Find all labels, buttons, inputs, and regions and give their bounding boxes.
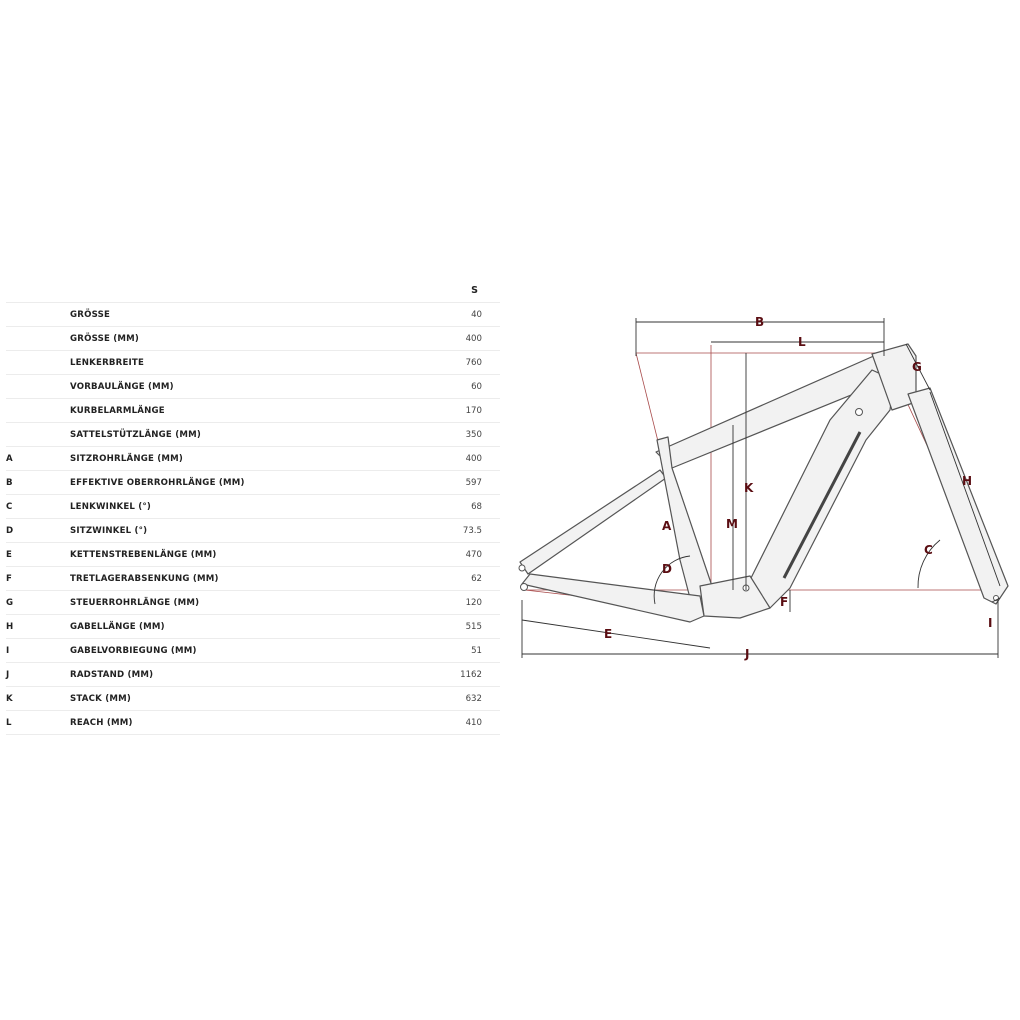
label-g: G	[912, 360, 922, 374]
table-row	[6, 687, 500, 711]
table-body	[6, 303, 500, 735]
table-row	[6, 495, 500, 519]
seat-stay	[520, 470, 666, 574]
dim-h	[930, 392, 1000, 586]
row-code: B	[6, 478, 13, 488]
dim-e	[522, 620, 710, 648]
row-value: 632	[465, 694, 482, 704]
row-code: C	[6, 502, 13, 512]
row-label: SATTELSTÜTZLÄNGE (MM)	[70, 430, 201, 440]
row-value: 470	[465, 550, 482, 560]
bike-frame	[520, 344, 1008, 622]
table-row	[6, 447, 500, 471]
table-row	[6, 663, 500, 687]
row-label: LENKERBREITE	[70, 358, 145, 368]
row-label: LENKWINKEL (°)	[70, 502, 152, 512]
row-value: 60	[471, 382, 482, 392]
row-label: TRETLAGERABSENKUNG (MM)	[70, 574, 219, 584]
row-value: 68	[471, 502, 482, 512]
row-value: 62	[471, 574, 482, 584]
row-code: F	[6, 574, 12, 584]
table-row	[6, 639, 500, 663]
row-label: GRÖSSE	[70, 310, 111, 320]
frame-geometry-diagram	[500, 300, 1020, 680]
row-code: I	[6, 646, 10, 656]
table-row	[6, 399, 500, 423]
table-row	[6, 711, 500, 735]
row-value: 760	[465, 358, 482, 368]
row-label: GABELVORBIEGUNG (MM)	[70, 646, 197, 656]
table-row	[6, 303, 500, 327]
table-row	[6, 615, 500, 639]
row-value: 51	[471, 646, 482, 656]
row-label: KETTENSTREBENLÄNGE (MM)	[70, 550, 217, 560]
row-value: 73.5	[462, 526, 482, 536]
row-code: G	[6, 598, 14, 608]
geometry-table	[6, 280, 500, 735]
row-code: K	[6, 694, 13, 704]
table-row	[6, 327, 500, 351]
label-k: K	[744, 481, 754, 495]
table-row	[6, 567, 500, 591]
chain-stay	[522, 574, 704, 622]
label-e: E	[604, 627, 613, 641]
row-label: STACK (MM)	[70, 694, 131, 704]
row-label: SITZROHRLÄNGE (MM)	[70, 454, 184, 464]
row-value: 40	[471, 310, 482, 320]
label-l: L	[798, 335, 806, 349]
label-i: I	[988, 616, 993, 630]
label-a: A	[662, 519, 672, 533]
label-f: F	[780, 595, 789, 609]
row-value: 400	[465, 454, 482, 464]
downtube-bolt	[856, 409, 863, 416]
row-value: 597	[465, 478, 482, 488]
fork	[908, 388, 1008, 604]
label-d: D	[662, 562, 672, 576]
row-code: D	[6, 526, 14, 536]
row-code: A	[6, 454, 13, 464]
row-label: REACH (MM)	[70, 718, 133, 728]
row-label: VORBAULÄNGE (MM)	[70, 382, 174, 392]
row-value: 120	[465, 598, 482, 608]
row-value: 1162	[460, 670, 482, 680]
row-code: J	[6, 670, 10, 680]
row-code: L	[6, 718, 12, 728]
row-label: KURBELARMLÄNGE	[70, 406, 165, 416]
row-value: 410	[465, 718, 482, 728]
label-h: H	[962, 474, 973, 488]
rear-axle	[519, 565, 525, 571]
row-label: RADSTAND (MM)	[70, 670, 154, 680]
label-b: B	[755, 315, 765, 329]
row-label: SITZWINKEL (°)	[70, 526, 148, 536]
table-row	[6, 519, 500, 543]
table-row	[6, 471, 500, 495]
row-value: 170	[465, 406, 482, 416]
label-c: C	[924, 543, 933, 557]
row-label: GRÖSSE (MM)	[70, 334, 139, 344]
table-row	[6, 351, 500, 375]
table-row	[6, 423, 500, 447]
table-header-row	[6, 280, 500, 303]
row-label: STEUERROHRLÄNGE (MM)	[70, 598, 200, 608]
table-row	[6, 375, 500, 399]
table-row	[6, 591, 500, 615]
row-value: 400	[465, 334, 482, 344]
row-label: EFFEKTIVE OBERROHRLÄNGE (MM)	[70, 478, 245, 488]
label-j: J	[745, 647, 750, 661]
table-row	[6, 543, 500, 567]
row-code: H	[6, 622, 14, 632]
row-code: E	[6, 550, 12, 560]
row-label: GABELLÄNGE (MM)	[70, 622, 165, 632]
rear-dropout	[521, 584, 528, 591]
row-value: 350	[465, 430, 482, 440]
size-column-header: S	[471, 285, 478, 296]
label-m: M	[726, 517, 738, 531]
row-value: 515	[465, 622, 482, 632]
